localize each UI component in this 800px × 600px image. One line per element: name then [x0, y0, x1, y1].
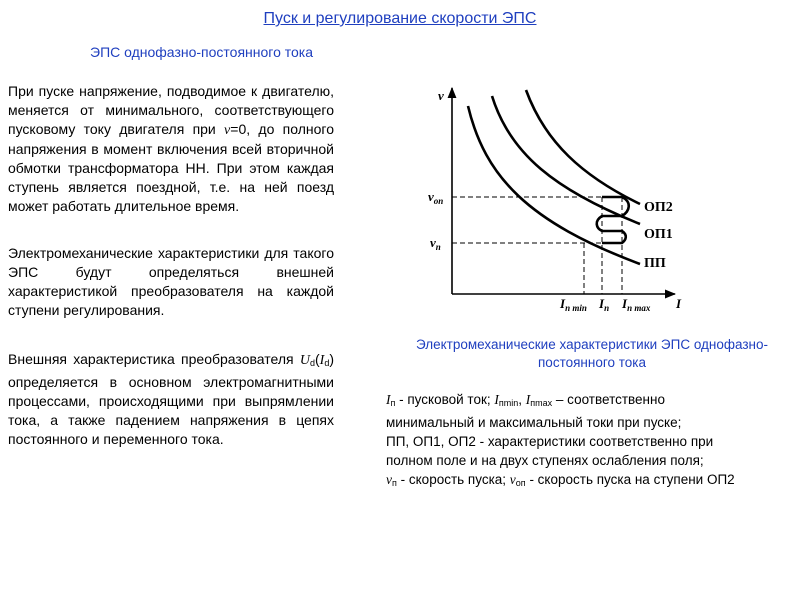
legend-line-1-text: - пусковой ток; [395, 392, 495, 407]
v-op-label: $v_{оп}$ [428, 189, 444, 206]
v-p-label: $v_п$ [430, 235, 441, 252]
curve-pp-label: ПП [644, 256, 666, 271]
x-axis-label: I [676, 296, 682, 311]
legend-vop-symbol: v [509, 472, 516, 487]
legend-line-3: ПП, ОП1, ОП2 - характеристики соответственно при [386, 434, 714, 449]
legend-ip-symbol: I [386, 392, 391, 407]
curve-pp [468, 106, 640, 264]
paragraph-start-voltage [8, 82, 334, 216]
page-title: Пуск и регулирование скорости ЭПС [263, 10, 537, 27]
legend-comma: , [518, 392, 526, 407]
diagram-caption [386, 336, 798, 372]
legend-line-1 [386, 390, 796, 413]
p3-i-subscript: d [324, 358, 330, 368]
p3-text-before: Внешняя характеристика преобразователя [8, 351, 300, 367]
caption-line-2: постоянного тока [538, 355, 646, 370]
p1-text-before: При пуске напряжение, подводимое к двигателю, меняется от минимального, соответствующего пусковому току двигателя при [8, 83, 334, 137]
curve-op2-label: ОП2 [644, 200, 673, 215]
legend-ip-sub: п [390, 398, 396, 408]
electromechanical-characteristics-diagram [410, 82, 700, 312]
paragraph-external-characteristic [8, 350, 334, 449]
legend-imax-sub: пmax [530, 398, 553, 408]
start-transition-loop [597, 197, 629, 243]
legend-line-5-text: - скорость пуска; [396, 472, 510, 487]
legend-imax-symbol: I [525, 392, 531, 407]
legend-imin-sub: пmin [498, 398, 519, 408]
paragraph-characteristics: Электромеханические характеристики для такого ЭПС будут определяться внешней характеристикой преобразователя на каждой ступени регулирования. [8, 245, 334, 318]
caption-line-1: Электромеханические характеристики ЭПС однофазно- [415, 337, 768, 352]
legend-line-5 [386, 470, 796, 493]
i-p-label: $I_п$ [599, 296, 610, 312]
p3-text-after: ) определяется в основном электромагнитными процессами, происходящими при выпрямлении тока, а также падением напряжения в цепях постоянного и переменного тока. [8, 351, 334, 447]
i-max-label: $I_{п max}$ [622, 296, 651, 312]
i-min-label: $I_{п min}$ [560, 296, 587, 312]
legend-vop-sub: оп [515, 478, 526, 488]
legend-line-5-tail: - скорость пуска на ступени ОП2 [525, 472, 735, 487]
p1-velocity-symbol: v [224, 123, 231, 138]
legend-vp-symbol: v [386, 472, 392, 487]
y-axis-label: v [438, 88, 444, 103]
legend-line-1-tail: – соответственно [552, 392, 665, 407]
p3-i-symbol: I [319, 353, 325, 368]
legend-line-2: минимальный и максимальный токи при пуске; [386, 415, 682, 430]
p3-u-symbol: U [299, 353, 310, 368]
curve-op1-label: ОП1 [644, 227, 673, 242]
legend-imin-symbol: I [494, 392, 499, 407]
p3-u-subscript: d [309, 358, 315, 368]
legend-vp-sub: п [392, 478, 397, 488]
legend-line-4: полном поле и на двух ступенях ослабления поля; [386, 453, 704, 468]
section-subtitle: ЭПС однофазно-постоянного тока [90, 44, 314, 60]
p1-text-after: =0, до полного напряжения в момент включения всей вторичной обмотки трансформатора НН. При этом каждая ступень является поездной, т.е. на ней поезд может работать длительное время. [8, 121, 334, 214]
curve-op1 [492, 96, 640, 224]
p3-open-paren: ( [314, 351, 320, 367]
curve-op2 [526, 90, 640, 204]
diagram-legend [386, 390, 796, 493]
